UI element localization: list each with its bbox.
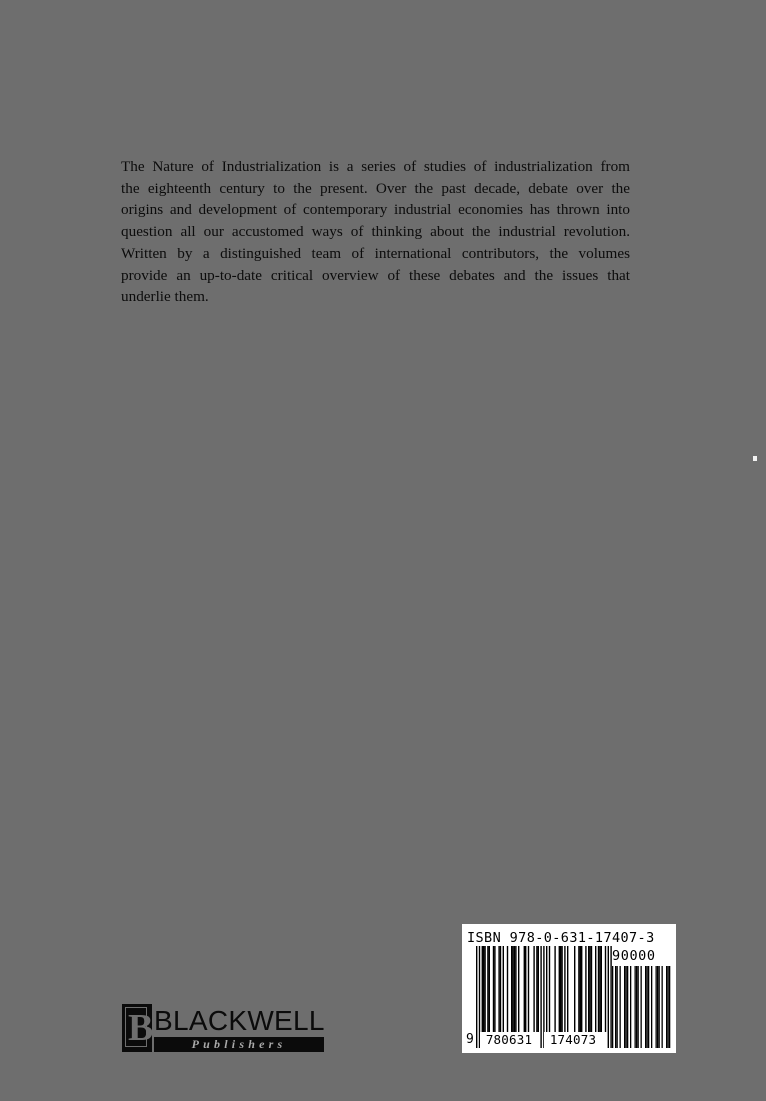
barcode-bar [512,946,513,1032]
barcode-bar [581,946,582,1032]
addon-bar [638,966,639,1048]
blurb-line: underlie them. [121,288,209,306]
barcode-bar [528,946,529,1032]
addon-bar [659,966,660,1048]
blurb-line: The Nature of Industrialization is a series of studies of industrialization from [121,158,630,175]
addon-bar [617,966,618,1048]
ean-first-digit: 9 [466,1032,474,1047]
barcode-bar [599,946,600,1032]
addon-bar [648,966,649,1048]
barcode-bar [574,946,575,1032]
barcode-bar [493,946,494,1032]
barcode-panel [462,924,676,1053]
barcode-bar [503,946,504,1032]
barcode-bar [608,946,609,1048]
ean-left-digits: 780631 [480,1032,538,1048]
barcode-bar [605,946,606,1032]
blurb-line: the eighteenth century to the present. Over the past decade, debate over the [121,179,630,197]
barcode-bar [524,946,525,1032]
barcode-bar [489,946,490,1032]
addon-bar [669,966,670,1048]
ean-right-digits: 174073 [544,1032,602,1048]
edge-mark [753,456,757,461]
addon-bar [630,966,631,1048]
barcode-bar [589,946,590,1032]
addon-bar [636,966,637,1048]
barcode-bar [482,946,483,1032]
barcode-bar [549,946,550,1032]
barcode-bar [567,946,568,1032]
barcode-bar [483,946,484,1032]
barcode-bar [518,946,519,1032]
barcode-bar [538,946,539,1032]
price-code: 90000 [612,948,656,964]
addon-bar [645,966,646,1048]
barcode-bar [476,946,477,1048]
addon-bar [627,966,628,1048]
blurb-line: provide an up-to-date critical overview of these debates and the issues that [121,266,630,284]
barcode-bar [546,946,547,1032]
barcode-bar [578,946,579,1032]
blurb-line: question all our accustomed ways of thinking about the industrial revolution. [121,223,630,241]
barcode-bar [511,946,512,1032]
publisher-mark-icon [122,1004,152,1052]
barcode-bar [588,946,589,1032]
barcode-bar [595,946,596,1032]
barcode-bar [515,946,516,1032]
barcode-bar [500,946,501,1032]
isbn-text: ISBN 978-0-631-17407-3 [467,930,655,946]
barcode-bar [536,946,537,1032]
addon-bar [635,966,636,1048]
barcode-bar [561,946,562,1032]
addon-bar [668,966,669,1048]
barcode-bar [601,946,602,1032]
blurb-line: Written by a distinguished team of international contributors, the volumes [121,244,630,262]
barcode-bar [560,946,561,1032]
publisher-subtitle: Publishers [154,1037,324,1052]
addon-bar [656,966,657,1048]
barcode-bar [554,946,555,1032]
barcode-bar [498,946,499,1032]
publisher-logo [122,1004,324,1052]
barcode-bar [564,946,565,1032]
barcode-bar [525,946,526,1032]
barcode-bar [487,946,488,1032]
blurb-line: origins and development of contemporary industrial economies has thrown into [121,201,630,219]
back-cover-blurb [121,156,630,308]
barcode-bar [494,946,495,1032]
barcode-bar [514,946,515,1032]
barcode-bar [598,946,599,1032]
publisher-name: BLACKWELL [154,1005,325,1036]
addon-bar [626,966,627,1048]
addon-bar [624,966,625,1048]
addon-bar [641,966,642,1048]
barcode-bar [591,946,592,1032]
barcode-bar [484,946,485,1032]
barcode-bar [507,946,508,1032]
barcode-bar [585,946,586,1032]
addon-bar [662,966,663,1048]
addon-bar [657,966,658,1048]
addon-bar [666,966,667,1048]
barcode-bar [540,946,541,1048]
barcode-bar [533,946,534,1032]
addon-bar [647,966,648,1048]
barcode-bar [559,946,560,1032]
addon-bar [612,966,613,1048]
publisher-mark-letter: B [128,1007,154,1049]
addon-bar [615,966,616,1048]
addon-bar [651,966,652,1048]
addon-bar [620,966,621,1048]
barcode-bar [580,946,581,1032]
